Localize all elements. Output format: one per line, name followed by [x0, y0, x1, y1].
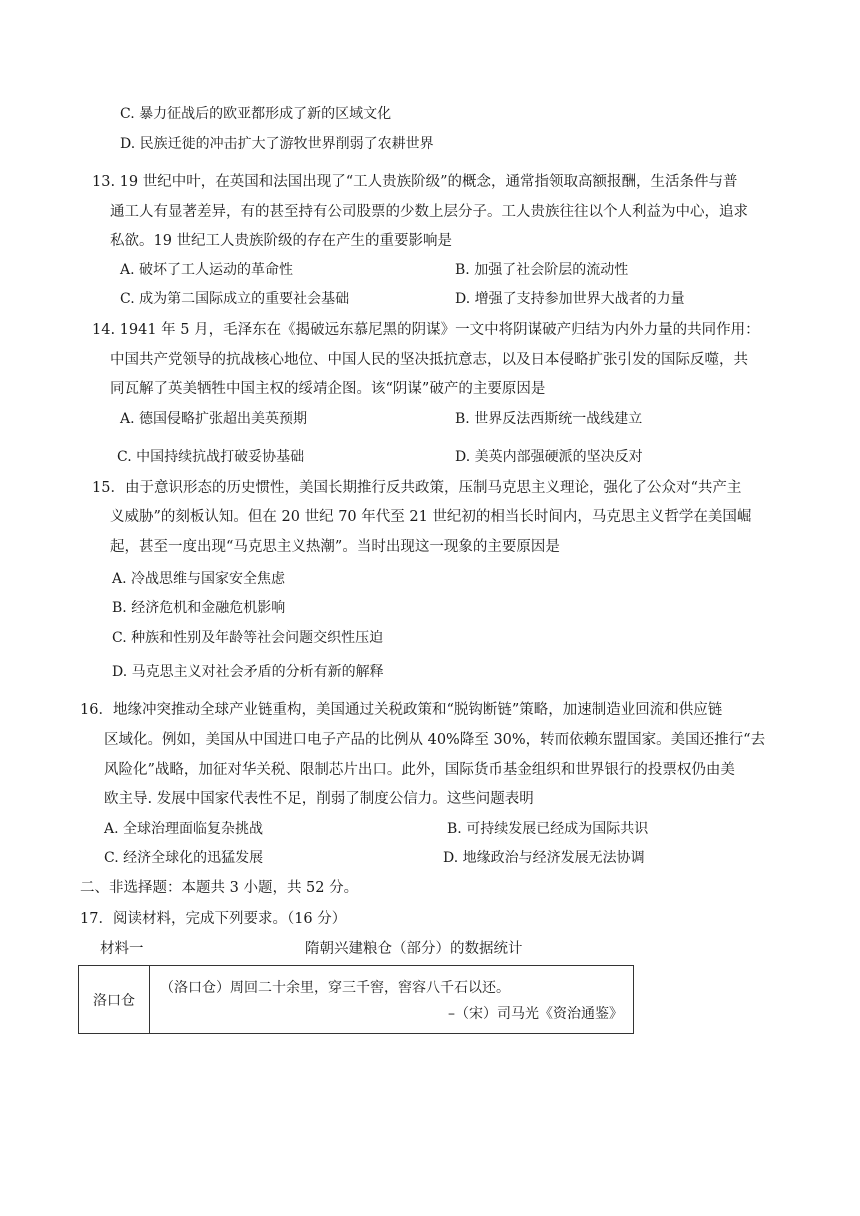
q15-option-b: B. 经济危机和金融危机影响 [112, 600, 286, 616]
q14-option-d: D. 美英内部强硬派的坚决反对 [455, 449, 643, 465]
material-1-label: 材料一 [100, 941, 144, 957]
q13-option-d: D. 增强了支持参加世界大战者的力量 [455, 291, 685, 307]
q15-stem-line-3: 起，甚至一度出现“马克思主义热潮”。当时出现这一现象的主要原因是 [110, 539, 560, 555]
q13-stem-line-2: 通工人有显著差异，有的甚至持有公司股票的少数上层分子。工人贵族往往以个人利益为中心，追求 [110, 204, 748, 220]
q16-stem-line-4: 欧主导. 发展中国家代表性不足，削弱了制度公信力。这些问题表明 [104, 791, 534, 807]
q13-option-b: B. 加强了社会阶层的流动性 [455, 262, 629, 278]
q13-stem-line-1: 13. 19 世纪中叶，在英国和法国出现了“工人贵族阶级”的概念，通常指领取高额报酬，生活条件与普 [92, 174, 738, 190]
granary-description: （洛口仓）周回二十余里，穿三千窖，窖容八千石以还。 [160, 979, 510, 996]
q15-option-a: A. 冷战思维与国家安全焦虑 [112, 571, 286, 587]
material-table [78, 965, 634, 1034]
q13-stem-line-3: 私欲。19 世纪工人贵族阶级的存在产生的重要影响是 [110, 233, 453, 249]
q13-option-a: A. 破坏了工人运动的革命性 [120, 262, 294, 278]
q13-option-c: C. 成为第二国际成立的重要社会基础 [120, 291, 350, 307]
q14-stem-line-2: 中国共产党领导的抗战核心地位、中国人民的坚决抵抗意志，以及日本侵略扩张引发的国际反噬，共 [110, 352, 748, 368]
q15-stem-line-2: 义威胁”的刻板认知。但在 20 世纪 70 年代至 21 世纪初的相当长时间内，马克思主义哲学在美国崛 [110, 509, 752, 525]
q16-option-d: D. 地缘政治与经济发展无法协调 [443, 850, 645, 866]
q17-title: 17．阅读材料，完成下列要求。（16 分） [80, 911, 347, 927]
q16-option-c: C. 经济全球化的迅猛发展 [104, 850, 264, 866]
q16-stem-line-3: 风险化”战略，加征对华关税、限制芯片出口。此外，国际货币基金组织和世界银行的投票权仍由美 [104, 762, 735, 778]
q14-option-b: B. 世界反法西斯统一战线建立 [455, 411, 643, 427]
citation-source: –（宋）司马光《资治通鉴》 [448, 1005, 623, 1022]
q15-option-d: D. 马克思主义对社会矛盾的分析有新的解释 [112, 664, 384, 680]
q15-option-c: C. 种族和性别及年龄等社会问题交织性压迫 [112, 630, 384, 646]
q16-stem-line-2: 区域化。例如，美国从中国进口电子产品的比例从 40%降至 30%，转而依赖东盟国家。美国还推行“去 [104, 732, 766, 748]
q14-stem-line-1: 14. 1941 年 5 月，毛泽东在《揭破远东慕尼黑的阴谋》一文中将阴谋破产归结为内外力量的共同作用： [92, 322, 760, 338]
q14-stem-line-3: 同瓦解了英美牺牲中国主权的绥靖企图。该“阴谋”破产的主要原因是 [110, 381, 546, 397]
table-row [79, 966, 634, 1034]
granary-description-cell [150, 966, 634, 1034]
q15-stem-line-1: 15．由于意识形态的历史惯性，美国长期推行反共政策，压制马克思主义理论，强化了公众对“共产主 [92, 480, 742, 496]
q16-option-a: A. 全球治理面临复杂挑战 [104, 821, 264, 837]
q16-stem-line-1: 16．地缘冲突推动全球产业链重构，美国通过关税政策和“脱钩断链”策略，加速制造业回流和供应链 [80, 702, 723, 718]
material-table-title: 隋朝兴建粮仓（部分）的数据统计 [305, 941, 523, 957]
q14-option-c: C. 中国持续抗战打破妥协基础 [117, 449, 305, 465]
q16-option-b: B. 可持续发展已经成为国际共识 [447, 821, 649, 837]
q12-option-d: D. 民族迁徙的冲击扩大了游牧世界削弱了农耕世界 [120, 136, 434, 152]
section-2-heading: 二、非选择题：本题共 3 小题，共 52 分。 [80, 880, 359, 896]
granary-name-cell: 洛口仓 [79, 966, 150, 1034]
q14-option-a: A. 德国侵略扩张超出美英预期 [120, 411, 308, 427]
q12-option-c: C. 暴力征战后的欧亚都形成了新的区域文化 [120, 106, 392, 122]
